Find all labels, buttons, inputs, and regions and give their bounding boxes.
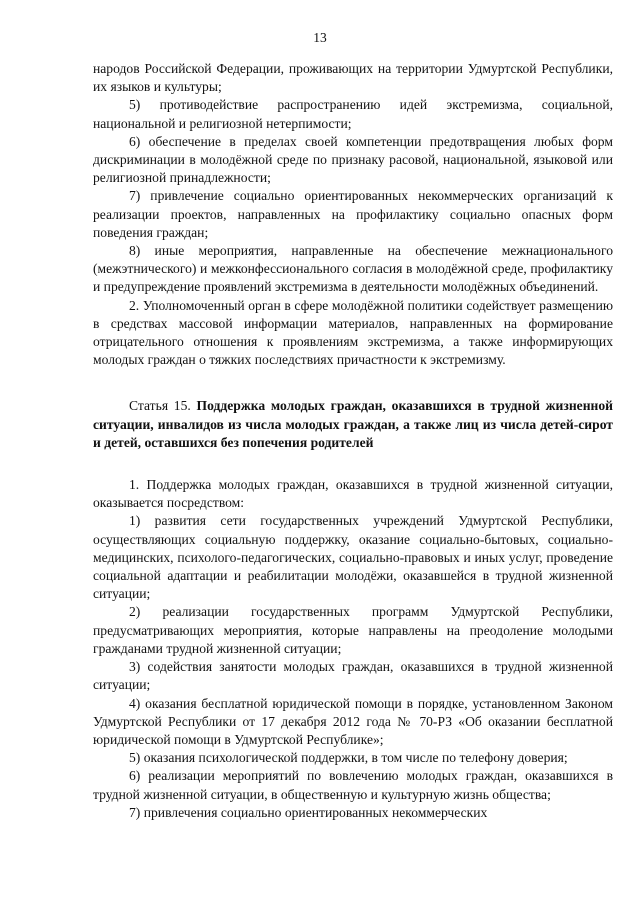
list-item: 4) оказания бесплатной юридической помощи в порядке, установленном Законом Удмуртской Республики от 17 декабря 2012 года № 70-РЗ «Об оказании бесплатной юридической помощи в Удмуртской Республике»; [93,695,613,747]
list-item: 7) привлечения социально ориентированных некоммерческих [129,804,488,820]
list-item: 5) противодействие распространению идей экстремизма, социальной, национальной и религиозной нетерпимости; [93,97,613,131]
list-item: 2) реализации государственных программ Удмуртской Республики, предусматривающих мероприятия, которые направлены на преодоление молодыми гражданами трудной жизненной ситуации; [93,604,613,656]
article-title: Поддержка молодых граждан, оказавшихся в трудной жизненной ситуации, инвалидов из числа молодых граждан, а также лиц из числа детей-сирот и детей, оставшихся без попечения родителей [93,398,613,450]
list-item: 6) реализации мероприятий по вовлечению молодых граждан, оказавшихся в трудной жизненной ситуации, в общественную и культурную жизнь общества; [93,768,613,802]
list-item: 6) обеспечение в пределах своей компетенции предотвращения любых форм дискриминации в молодёжной среде по признаку расовой, национальной, языковой или религиозной принадлежности; [93,133,613,186]
list-item: 3) содействия занятости молодых граждан, оказавшихся в трудной жизненной ситуации; [93,659,613,693]
paragraph: народов Российской Федерации, проживающих на территории Удмуртской Республики, их языков и культуры; [93,61,613,95]
article-prefix: Статья 15. [129,398,197,414]
document-body [93,60,613,822]
list-item: 1) развития сети государственных учреждений Удмуртской Республики, осуществляющих социальную поддержку, оказание социально-бытовых, социально-медицинских, психолого-педагогических, социально-правовых и иных услуг, проведение социальной адаптации и реабилитации молодёжи, оказавшейся в трудной жизненной ситуации; [93,513,613,602]
paragraph: 2. Уполномоченный орган в сфере молодёжной политики содействует размещению в средствах массовой информации материалов, направленных на формирование отрицательного отношения к проявлениям экстремизма, а также информирующих молодых граждан о тяжких последствиях причастности к экстремизму. [93,297,613,368]
article-heading [93,397,613,452]
list-item: 8) иные мероприятия, направленные на обеспечение межнационального (межэтнического) и межконфессионального согласия в молодёжной среде, профилактику и предупреждение проявлений экстремизма в деятельности молодёжных объединений. [93,243,613,295]
list-item: 7) привлечение социально ориентированных некоммерческих организаций к реализации проектов, направленных на профилактику социально опасных форм поведения граждан; [93,188,613,240]
page-number: 13 [313,30,327,45]
paragraph: 1. Поддержка молодых граждан, оказавшихся в трудной жизненной ситуации, оказывается посредством: [93,477,613,511]
list-item: 5) оказания психологической поддержки, в том числе по телефону доверия; [129,750,568,766]
